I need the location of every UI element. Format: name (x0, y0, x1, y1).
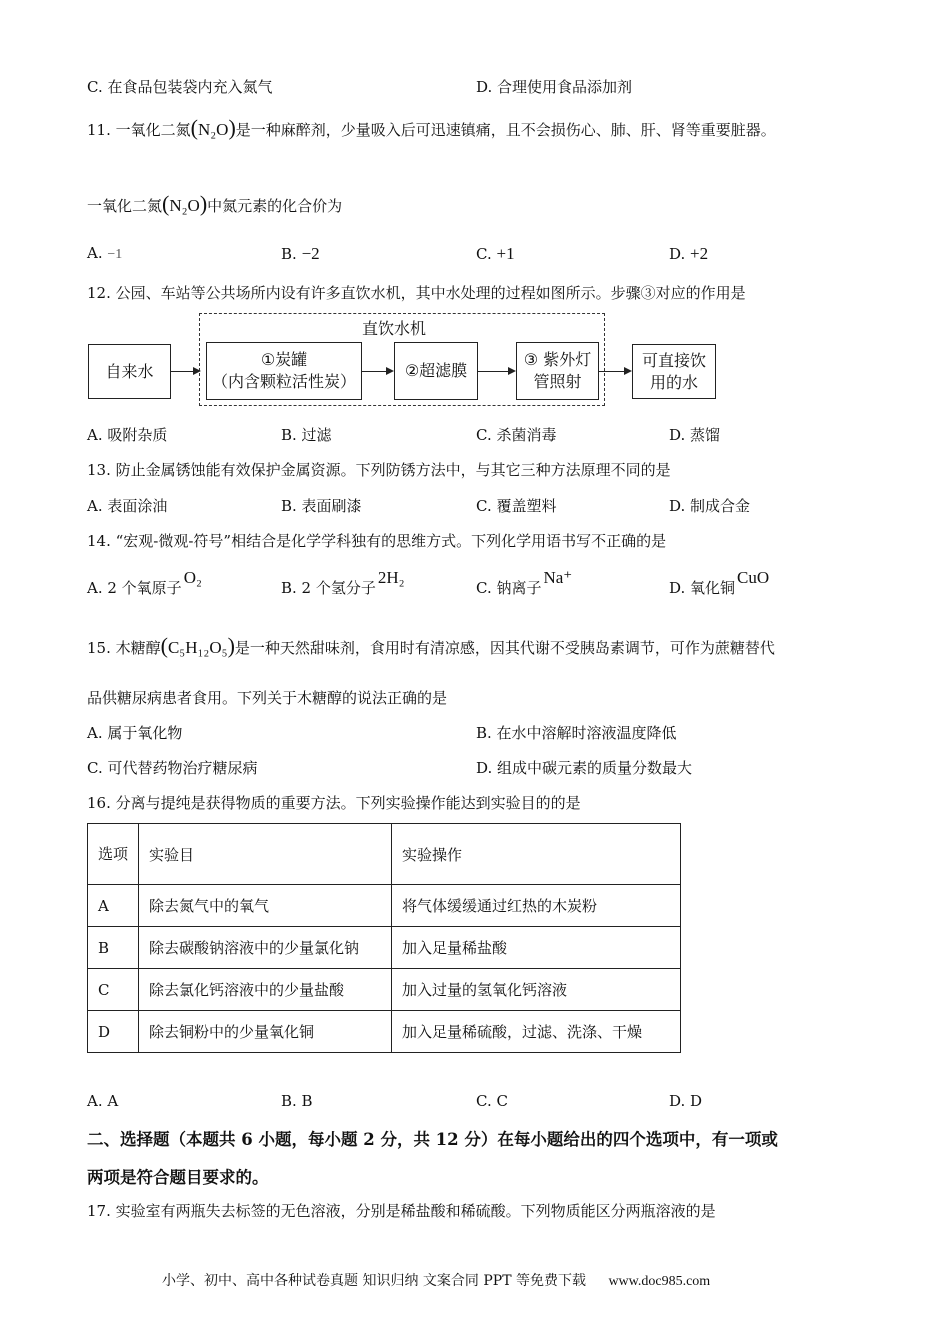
header-cell-purpose: 实验目 (139, 824, 392, 885)
q15-option-d: D. 组成中碳元素的质量分数最大 (476, 759, 693, 777)
table-row (88, 885, 681, 927)
q14-option-d: D. 氧化铜CuO (669, 568, 770, 597)
header-cell-operation: 实验操作 (392, 824, 681, 885)
q12-option-d: D. 蒸馏 (669, 426, 721, 444)
table-cell: 加入足量稀硫酸，过滤、洗涤、干燥 (392, 1011, 681, 1053)
table-cell: C (88, 969, 139, 1011)
footer (162, 1270, 710, 1290)
q12-option-c: C. 杀菌消毒 (476, 426, 557, 444)
q11-stem-d: 中氮元素的化合价为 (207, 197, 343, 215)
q15-stem-b: 是一种天然甜味剂，食用时有清凉感，因其代谢不受胰岛素调节，可作为蔗糖替代 (234, 639, 775, 657)
q12-stem: 12. 公园、车站等公共场所内设有许多直饮水机，其中水处理的过程如图所示。步骤③对应的作用是 (87, 284, 746, 302)
q16-table (87, 823, 681, 1053)
table-cell: 除去铜粉中的少量氧化铜 (139, 1011, 392, 1053)
q16-option-c: C. C (476, 1092, 508, 1110)
q13-option-b: B. 表面刷漆 (281, 497, 362, 515)
section2-heading-line2: 两项是符合题目要求的。 (87, 1168, 269, 1187)
arrow-2 (362, 371, 392, 372)
arrow-4 (599, 371, 630, 372)
table-row (88, 969, 681, 1011)
q12-option-b: B. 过滤 (281, 426, 332, 444)
dispenser-group-label: 直饮水机 (362, 319, 427, 338)
q16-option-a: A. A (87, 1092, 119, 1110)
step2-ultrafiltration-box: ②超滤膜 (394, 342, 478, 400)
q14-stem: 14. “宏观-微观-符号”相结合是化学学科独有的思维方式。下列化学用语书写不正确的是 (87, 532, 667, 550)
q15-stem-a: 15. 木糖醇 (87, 639, 161, 657)
q11-formula-2: (N₂O) (162, 191, 208, 216)
arrow-3 (478, 371, 514, 372)
table-cell: 加入过量的氢氧化钙溶液 (392, 969, 681, 1011)
table-row (88, 927, 681, 969)
q13-stem: 13. 防止金属锈蚀能有效保护金属资源。下列防锈方法中，与其它三种方法原理不同的是 (87, 461, 671, 479)
table-cell: 除去氮气中的氧气 (139, 885, 392, 927)
q11-stem-b: 是一种麻醉剂，少量吸入后可迅速镇痛，且不会损伤心、肺、肝、肾等重要脏器。 (235, 121, 776, 139)
input-tap-water-box: 自来水 (88, 344, 171, 399)
q11-stem-line1 (87, 115, 776, 141)
output-drinking-water-box: 可直接饮 用的水 (632, 344, 716, 399)
table-cell: 加入足量稀盐酸 (392, 927, 681, 969)
q15-option-a: A. 属于氧化物 (87, 724, 183, 742)
arrow-1 (171, 371, 199, 372)
q16-option-b: B. B (281, 1092, 313, 1110)
q16-option-d: D. D (669, 1092, 703, 1110)
table-cell: D (88, 1011, 139, 1053)
q14-option-b: B. 2 个氢分子2H₂ (281, 568, 405, 597)
q11-stem-c: 一氧化二氮 (87, 197, 163, 215)
footer-text: 小学、初中、高中各种试卷真题 知识归纳 文案合同 PPT 等免费下载 (162, 1273, 586, 1289)
q10-option-d: D. 合理使用食品添加剂 (476, 78, 633, 96)
q11-option-a: A. −1 (87, 244, 123, 262)
q13-option-d: D. 制成合金 (669, 497, 751, 515)
table-cell: 将气体缓缓通过红热的木炭粉 (392, 885, 681, 927)
q13-option-c: C. 覆盖塑料 (476, 497, 557, 515)
table-cell: 除去氯化钙溶液中的少量盐酸 (139, 969, 392, 1011)
table-header-row (88, 824, 681, 885)
q16-stem: 16. 分离与提纯是获得物质的重要方法。下列实验操作能达到实验目的的是 (87, 794, 581, 812)
step3-uv-lamp-box: ③ 紫外灯 管照射 (516, 342, 599, 400)
header-cell-option: 选项 (88, 824, 139, 885)
q17-stem: 17. 实验室有两瓶失去标签的无色溶液，分别是稀盐酸和稀硫酸。下列物质能区分两瓶溶液的是 (87, 1202, 716, 1220)
q15-stem-line1 (87, 633, 775, 659)
q15-formula: (C₅H₁₂O₅) (160, 633, 235, 658)
table-cell: B (88, 927, 139, 969)
step1-carbon-tank-box: ①炭罐 （内含颗粒活性炭） (206, 342, 362, 400)
q12-option-a: A. 吸附杂质 (87, 426, 168, 444)
q11-option-b: B. −2 (281, 244, 320, 263)
q11-stem-line2 (87, 191, 342, 217)
table-cell: A (88, 885, 139, 927)
q11-stem-a: 11. 一氧化二氮 (87, 121, 191, 139)
q11-option-c: C. +1 (476, 244, 515, 263)
q10-option-c: C. 在食品包装袋内充入氮气 (87, 78, 273, 96)
section2-heading-line1: 二、选择题（本题共 6 小题，每小题 2 分，共 12 分）在每小题给出的四个选项中，有一项或 (87, 1130, 778, 1149)
q15-stem-line2: 品供糖尿病患者食用。下列关于木糖醇的说法正确的是 (87, 689, 448, 707)
q14-option-a: A. 2 个氧原子O₂ (87, 568, 202, 597)
q11-option-d: D. +2 (669, 244, 709, 263)
q11-formula-1: (N₂O) (190, 115, 236, 140)
q13-option-a: A. 表面涂油 (87, 497, 168, 515)
table-row (88, 1011, 681, 1053)
table-cell: 除去碳酸钠溶液中的少量氯化钠 (139, 927, 392, 969)
q15-option-c: C. 可代替药物治疗糖尿病 (87, 759, 258, 777)
q14-option-c: C. 钠离子Na⁺ (476, 568, 573, 597)
footer-url[interactable]: www.doc985.com (608, 1274, 711, 1289)
q15-option-b: B. 在水中溶解时溶液温度降低 (476, 724, 677, 742)
